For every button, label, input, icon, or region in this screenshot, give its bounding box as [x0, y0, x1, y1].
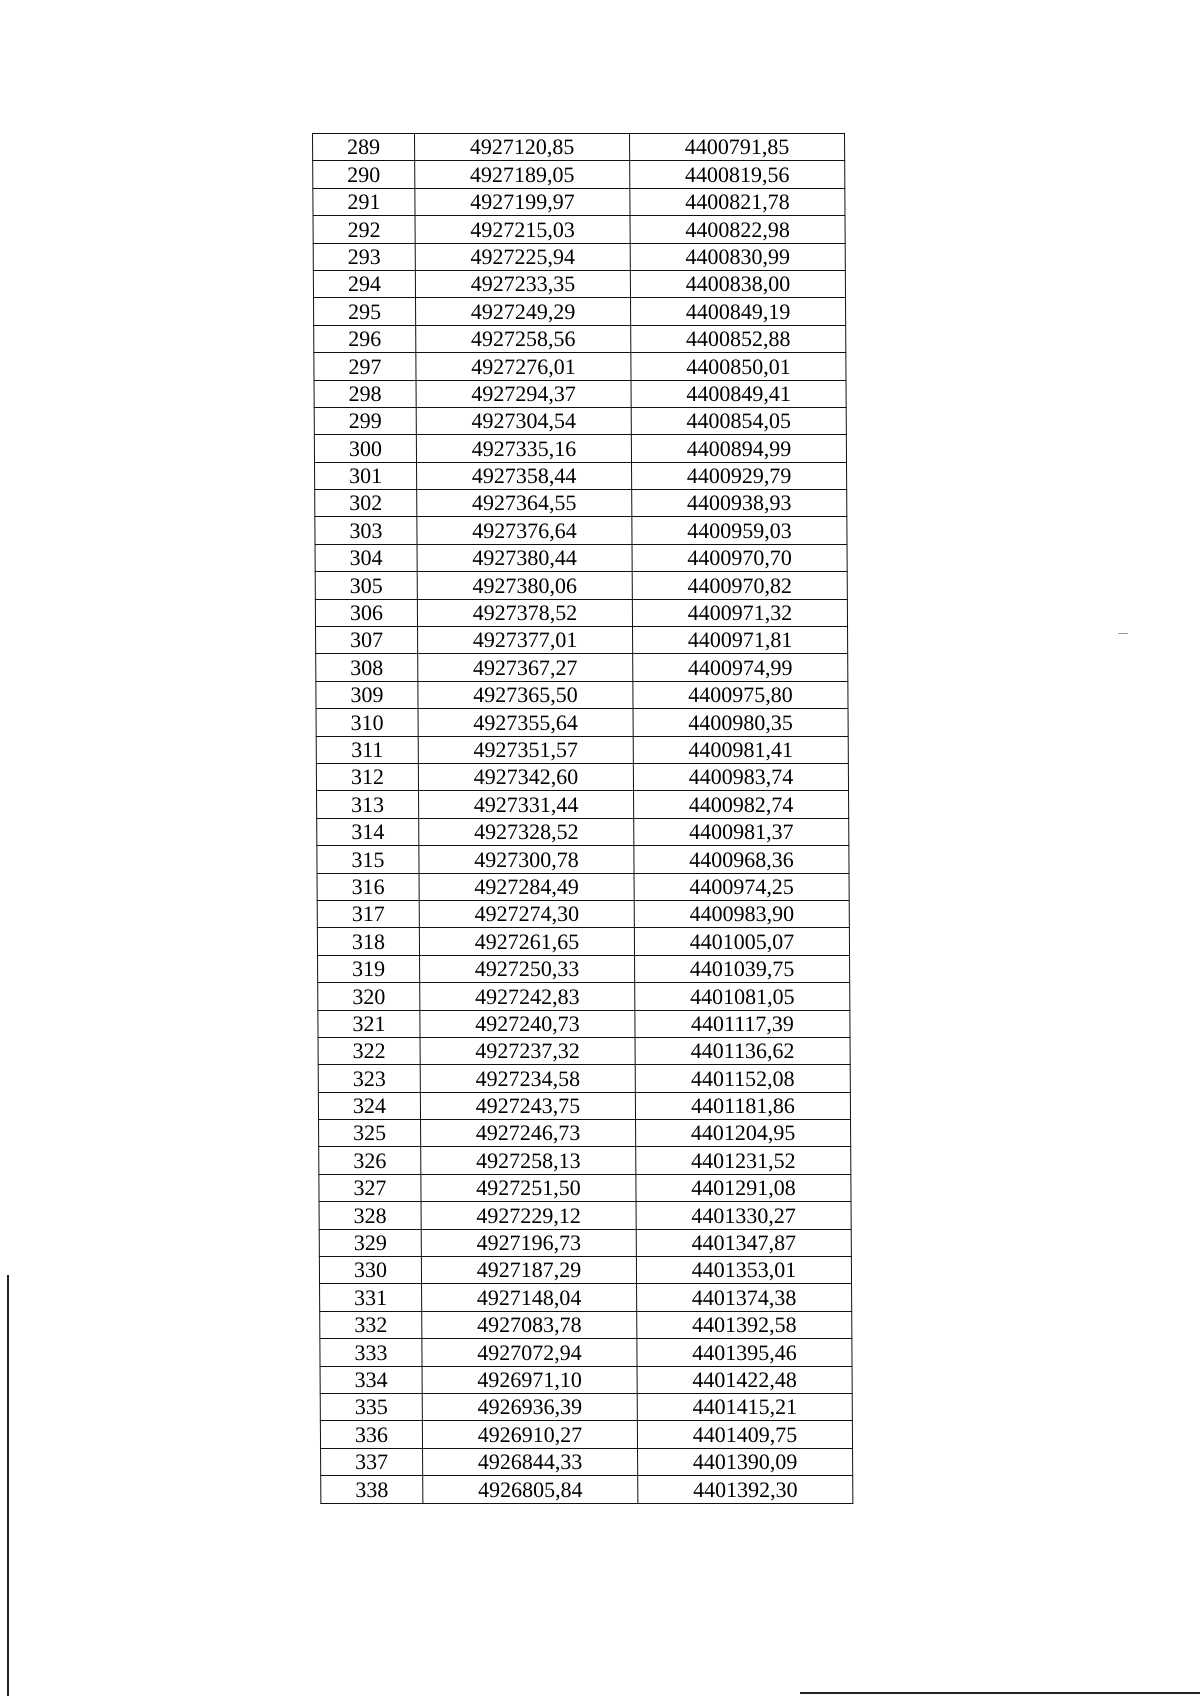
- point-number-cell: 330: [319, 1257, 421, 1284]
- scan-speck: [1118, 633, 1128, 634]
- x-coordinate-cell: 4927380,44: [417, 544, 632, 571]
- point-number-cell: 323: [318, 1065, 420, 1092]
- point-number-cell: 334: [320, 1366, 422, 1393]
- x-coordinate-cell: 4926844,33: [423, 1448, 638, 1475]
- x-coordinate-cell: 4927258,13: [421, 1147, 636, 1174]
- y-coordinate-cell: 4401392,58: [637, 1311, 852, 1338]
- table-row: [319, 1229, 851, 1256]
- table-row: [318, 1092, 850, 1119]
- x-coordinate-cell: 4927377,01: [418, 627, 633, 654]
- x-coordinate-cell: 4927358,44: [417, 462, 632, 489]
- x-coordinate-cell: 4927331,44: [419, 791, 634, 818]
- y-coordinate-cell: 4401330,27: [636, 1202, 851, 1229]
- point-number-cell: 318: [317, 928, 419, 955]
- point-number-cell: 307: [316, 627, 418, 654]
- table-row: [319, 1147, 851, 1174]
- y-coordinate-cell: 4400850,01: [631, 353, 846, 380]
- point-number-cell: 305: [315, 572, 417, 599]
- point-number-cell: 312: [316, 763, 418, 790]
- y-coordinate-cell: 4401005,07: [634, 928, 849, 955]
- y-coordinate-cell: 4400929,79: [632, 462, 847, 489]
- x-coordinate-cell: 4926805,84: [423, 1476, 638, 1503]
- y-coordinate-cell: 4401347,87: [636, 1229, 851, 1256]
- table-row: [317, 818, 849, 845]
- table-row: [320, 1284, 852, 1311]
- x-coordinate-cell: 4927083,78: [422, 1311, 637, 1338]
- table-row: [320, 1421, 852, 1448]
- point-number-cell: 296: [314, 325, 416, 352]
- point-number-cell: 329: [319, 1229, 421, 1256]
- point-number-cell: 303: [315, 517, 417, 544]
- x-coordinate-cell: 4927199,97: [415, 188, 630, 215]
- point-number-cell: 298: [314, 380, 416, 407]
- point-number-cell: 315: [317, 846, 419, 873]
- table-row: [314, 325, 846, 352]
- y-coordinate-cell: 4400838,00: [630, 270, 845, 297]
- x-coordinate-cell: 4927365,50: [418, 681, 633, 708]
- table-row: [315, 490, 847, 517]
- point-number-cell: 309: [316, 681, 418, 708]
- point-number-cell: 321: [318, 1010, 420, 1037]
- point-number-cell: 324: [318, 1092, 420, 1119]
- y-coordinate-cell: 4400970,70: [632, 544, 847, 571]
- point-number-cell: 293: [313, 243, 415, 270]
- y-coordinate-cell: 4400938,93: [632, 490, 847, 517]
- x-coordinate-cell: 4927229,12: [421, 1202, 636, 1229]
- point-number-cell: 320: [318, 983, 420, 1010]
- point-number-cell: 310: [316, 709, 418, 736]
- point-number-cell: 328: [319, 1202, 421, 1229]
- x-coordinate-cell: 4927284,49: [419, 873, 634, 900]
- point-number-cell: 314: [317, 818, 419, 845]
- y-coordinate-cell: 4401395,46: [637, 1339, 852, 1366]
- y-coordinate-cell: 4400791,85: [630, 134, 845, 161]
- y-coordinate-cell: 4400849,41: [631, 380, 846, 407]
- table-row: [316, 763, 848, 790]
- x-coordinate-cell: 4927276,01: [416, 353, 631, 380]
- table-row: [320, 1311, 852, 1338]
- point-number-cell: 290: [313, 161, 415, 188]
- point-number-cell: 319: [318, 955, 420, 982]
- x-coordinate-cell: 4927187,29: [421, 1257, 636, 1284]
- table-row: [314, 435, 846, 462]
- x-coordinate-cell: 4927380,06: [417, 572, 632, 599]
- x-coordinate-cell: 4927243,75: [420, 1092, 635, 1119]
- x-coordinate-cell: 4927196,73: [421, 1229, 636, 1256]
- x-coordinate-cell: 4927234,58: [420, 1065, 635, 1092]
- table-row: [318, 1037, 850, 1064]
- point-number-cell: 332: [320, 1311, 422, 1338]
- point-number-cell: 289: [313, 134, 415, 161]
- x-coordinate-cell: 4927148,04: [422, 1284, 637, 1311]
- y-coordinate-cell: 4401409,75: [637, 1421, 852, 1448]
- point-number-cell: 311: [316, 736, 418, 763]
- table-row: [318, 1010, 850, 1037]
- table-row: [313, 161, 845, 188]
- table-row: [313, 270, 845, 297]
- y-coordinate-cell: 4401181,86: [635, 1092, 850, 1119]
- y-coordinate-cell: 4400983,90: [634, 900, 849, 927]
- x-coordinate-cell: 4927342,60: [418, 763, 633, 790]
- coordinates-table-body: [313, 134, 853, 1504]
- x-coordinate-cell: 4927225,94: [415, 243, 630, 270]
- x-coordinate-cell: 4927378,52: [417, 599, 632, 626]
- table-row: [316, 681, 848, 708]
- x-coordinate-cell: 4927367,27: [418, 654, 633, 681]
- point-number-cell: 301: [315, 462, 417, 489]
- y-coordinate-cell: 4401081,05: [635, 983, 850, 1010]
- point-number-cell: 337: [321, 1448, 423, 1475]
- y-coordinate-cell: 4400894,99: [631, 435, 846, 462]
- table-row: [316, 736, 848, 763]
- point-number-cell: 304: [315, 544, 417, 571]
- y-coordinate-cell: 4401353,01: [636, 1257, 851, 1284]
- point-number-cell: 313: [317, 791, 419, 818]
- y-coordinate-cell: 4400981,37: [634, 818, 849, 845]
- point-number-cell: 331: [320, 1284, 422, 1311]
- x-coordinate-cell: 4926910,27: [422, 1421, 637, 1448]
- y-coordinate-cell: 4400959,03: [632, 517, 847, 544]
- point-number-cell: 302: [315, 490, 417, 517]
- y-coordinate-cell: 4400819,56: [630, 161, 845, 188]
- point-number-cell: 306: [315, 599, 417, 626]
- y-coordinate-cell: 4401390,09: [638, 1448, 853, 1475]
- table-row: [314, 380, 846, 407]
- table-row: [319, 1174, 851, 1201]
- y-coordinate-cell: 4401415,21: [637, 1393, 852, 1420]
- coordinates-table: [312, 133, 853, 1504]
- scan-edge-line-left: [7, 1275, 9, 1696]
- table-row: [318, 983, 850, 1010]
- table-row: [316, 627, 848, 654]
- table-row: [319, 1120, 851, 1147]
- x-coordinate-cell: 4927351,57: [418, 736, 633, 763]
- y-coordinate-cell: 4401291,08: [636, 1174, 851, 1201]
- table-row: [319, 1257, 851, 1284]
- y-coordinate-cell: 4400821,78: [630, 188, 845, 215]
- y-coordinate-cell: 4400854,05: [631, 407, 846, 434]
- table-row: [313, 134, 845, 161]
- scan-edge-line-bottom: [800, 1692, 1200, 1694]
- y-coordinate-cell: 4400830,99: [630, 243, 845, 270]
- y-coordinate-cell: 4401117,39: [635, 1010, 850, 1037]
- x-coordinate-cell: 4926936,39: [422, 1393, 637, 1420]
- y-coordinate-cell: 4400983,74: [633, 763, 848, 790]
- y-coordinate-cell: 4400971,81: [633, 627, 848, 654]
- x-coordinate-cell: 4927355,64: [418, 709, 633, 736]
- point-number-cell: 335: [320, 1393, 422, 1420]
- table-row: [317, 928, 849, 955]
- y-coordinate-cell: 4400980,35: [633, 709, 848, 736]
- table-row: [320, 1366, 852, 1393]
- x-coordinate-cell: 4926971,10: [422, 1366, 637, 1393]
- table-row: [321, 1448, 853, 1475]
- x-coordinate-cell: 4927246,73: [421, 1120, 636, 1147]
- point-number-cell: 299: [314, 407, 416, 434]
- x-coordinate-cell: 4927240,73: [420, 1010, 635, 1037]
- y-coordinate-cell: 4400970,82: [632, 572, 847, 599]
- x-coordinate-cell: 4927274,30: [419, 900, 634, 927]
- table-row: [320, 1339, 852, 1366]
- point-number-cell: 322: [318, 1037, 420, 1064]
- x-coordinate-cell: 4927242,83: [420, 983, 635, 1010]
- y-coordinate-cell: 4400975,80: [633, 681, 848, 708]
- table-row: [317, 873, 849, 900]
- x-coordinate-cell: 4927250,33: [420, 955, 635, 982]
- y-coordinate-cell: 4401392,30: [638, 1476, 853, 1503]
- y-coordinate-cell: 4401039,75: [635, 955, 850, 982]
- y-coordinate-cell: 4400852,88: [631, 325, 846, 352]
- table-row: [318, 955, 850, 982]
- point-number-cell: 308: [316, 654, 418, 681]
- x-coordinate-cell: 4927189,05: [415, 161, 630, 188]
- x-coordinate-cell: 4927328,52: [419, 818, 634, 845]
- x-coordinate-cell: 4927300,78: [419, 846, 634, 873]
- point-number-cell: 325: [319, 1120, 421, 1147]
- y-coordinate-cell: 4400968,36: [634, 846, 849, 873]
- table-row: [314, 298, 846, 325]
- y-coordinate-cell: 4400971,32: [632, 599, 847, 626]
- y-coordinate-cell: 4400974,25: [634, 873, 849, 900]
- table-row: [313, 216, 845, 243]
- x-coordinate-cell: 4927072,94: [422, 1339, 637, 1366]
- y-coordinate-cell: 4400822,98: [630, 216, 845, 243]
- x-coordinate-cell: 4927364,55: [417, 490, 632, 517]
- y-coordinate-cell: 4401422,48: [637, 1366, 852, 1393]
- table-row: [320, 1393, 852, 1420]
- x-coordinate-cell: 4927237,32: [420, 1037, 635, 1064]
- table-row: [314, 407, 846, 434]
- point-number-cell: 316: [317, 873, 419, 900]
- table-row: [316, 654, 848, 681]
- table-row: [317, 846, 849, 873]
- table-row: [315, 544, 847, 571]
- point-number-cell: 327: [319, 1174, 421, 1201]
- point-number-cell: 297: [314, 353, 416, 380]
- y-coordinate-cell: 4401152,08: [635, 1065, 850, 1092]
- x-coordinate-cell: 4927335,16: [416, 435, 631, 462]
- point-number-cell: 326: [319, 1147, 421, 1174]
- point-number-cell: 317: [317, 900, 419, 927]
- table-row: [318, 1065, 850, 1092]
- y-coordinate-cell: 4400974,99: [633, 654, 848, 681]
- x-coordinate-cell: 4927215,03: [415, 216, 630, 243]
- point-number-cell: 294: [313, 270, 415, 297]
- point-number-cell: 338: [321, 1476, 423, 1503]
- y-coordinate-cell: 4400982,74: [634, 791, 849, 818]
- table-row: [315, 599, 847, 626]
- x-coordinate-cell: 4927251,50: [421, 1174, 636, 1201]
- point-number-cell: 333: [320, 1339, 422, 1366]
- x-coordinate-cell: 4927249,29: [416, 298, 631, 325]
- table-row: [314, 353, 846, 380]
- table-row: [315, 572, 847, 599]
- table-row: [315, 462, 847, 489]
- y-coordinate-cell: 4401374,38: [637, 1284, 852, 1311]
- point-number-cell: 291: [313, 188, 415, 215]
- x-coordinate-cell: 4927233,35: [415, 270, 630, 297]
- table-row: [316, 709, 848, 736]
- point-number-cell: 295: [314, 298, 416, 325]
- x-coordinate-cell: 4927120,85: [415, 134, 630, 161]
- x-coordinate-cell: 4927261,65: [419, 928, 634, 955]
- y-coordinate-cell: 4401231,52: [636, 1147, 851, 1174]
- table-row: [315, 517, 847, 544]
- y-coordinate-cell: 4401136,62: [635, 1037, 850, 1064]
- table-row: [319, 1202, 851, 1229]
- y-coordinate-cell: 4400981,41: [633, 736, 848, 763]
- table-row: [321, 1476, 853, 1503]
- x-coordinate-cell: 4927258,56: [416, 325, 631, 352]
- x-coordinate-cell: 4927304,54: [416, 407, 631, 434]
- point-number-cell: 292: [313, 216, 415, 243]
- x-coordinate-cell: 4927376,64: [417, 517, 632, 544]
- point-number-cell: 300: [314, 435, 416, 462]
- table-row: [313, 243, 845, 270]
- table-row: [317, 791, 849, 818]
- table-row: [313, 188, 845, 215]
- x-coordinate-cell: 4927294,37: [416, 380, 631, 407]
- point-number-cell: 336: [320, 1421, 422, 1448]
- y-coordinate-cell: 4401204,95: [636, 1120, 851, 1147]
- table-row: [317, 900, 849, 927]
- y-coordinate-cell: 4400849,19: [631, 298, 846, 325]
